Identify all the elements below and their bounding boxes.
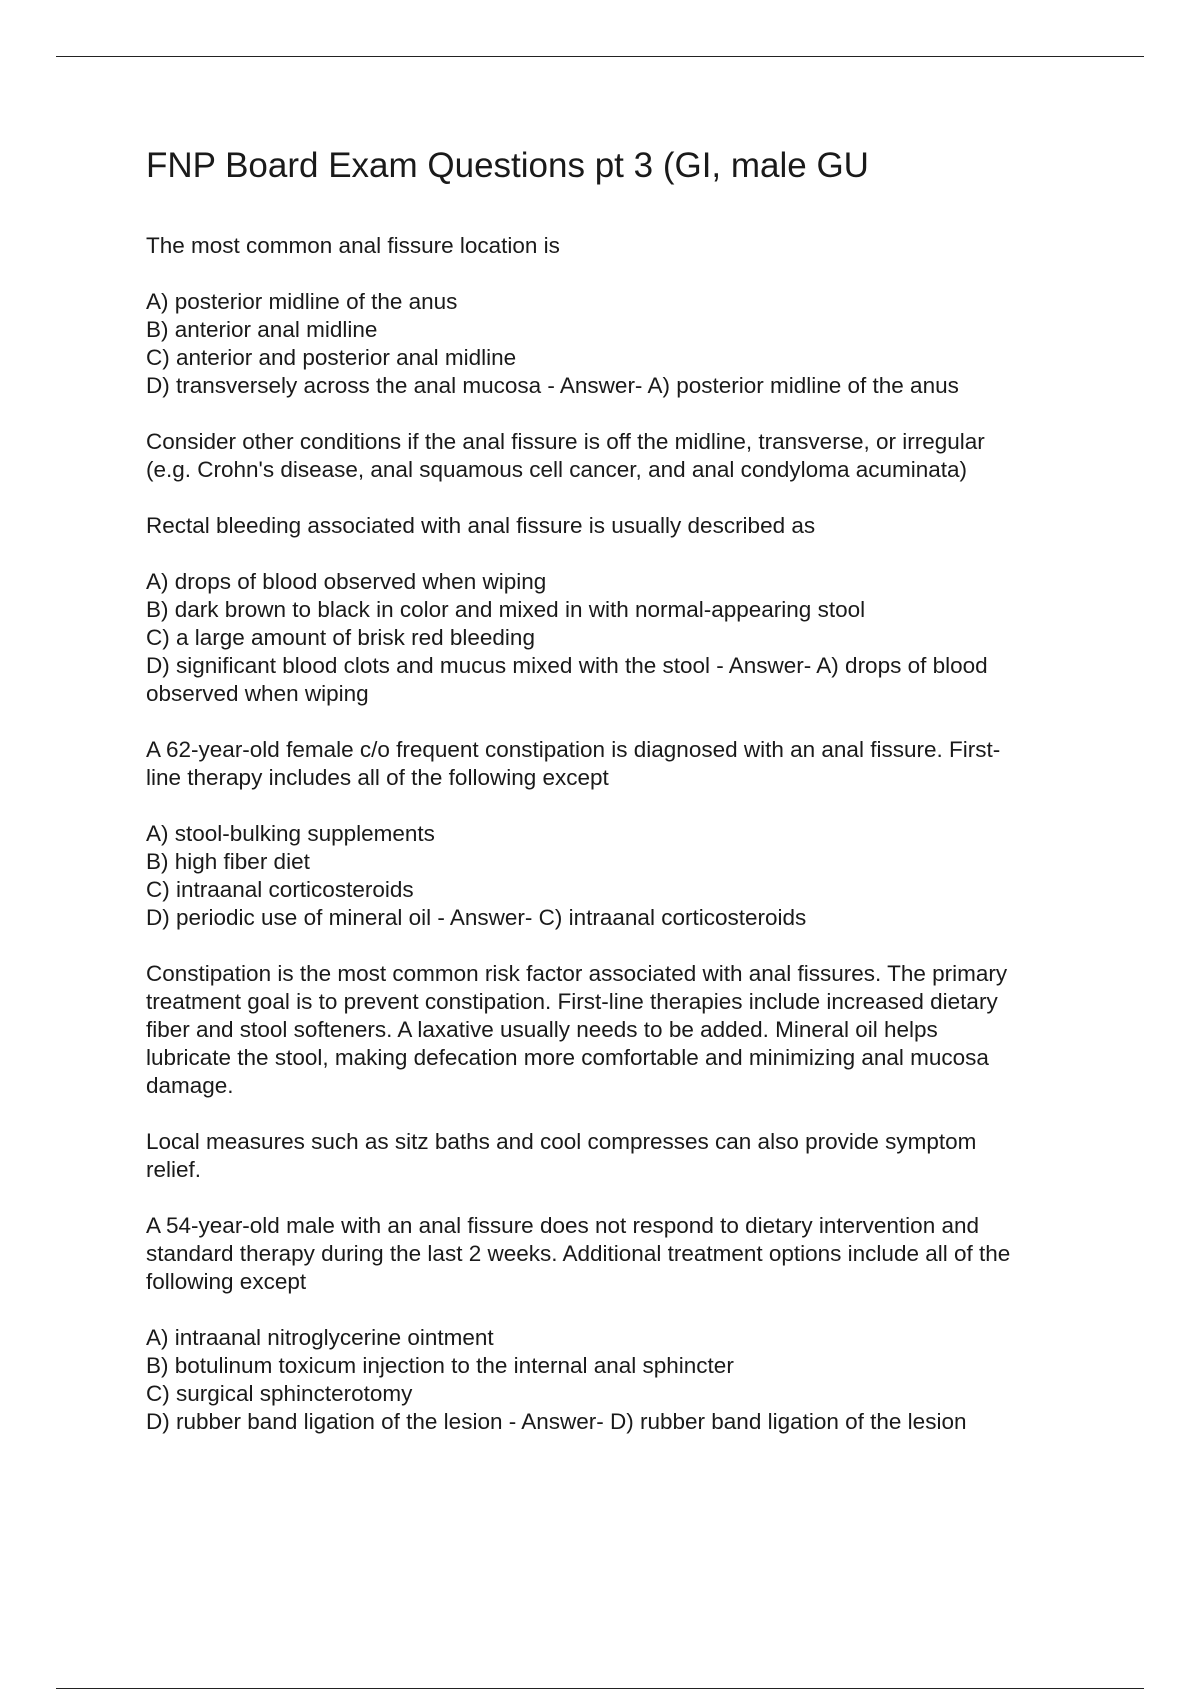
paragraph <box>146 512 1106 540</box>
paragraph <box>146 428 1106 484</box>
text-line: damage. <box>146 1073 234 1098</box>
text-line: A 62-year-old female c/o frequent constipation is diagnosed with an anal fissure. First- <box>146 737 1001 762</box>
text-line: relief. <box>146 1157 202 1182</box>
paragraph <box>146 232 1106 260</box>
text-line: following except <box>146 1269 307 1294</box>
text-line: The most common anal fissure location is <box>146 233 560 258</box>
text-line: C) anterior and posterior anal midline <box>146 345 517 370</box>
text-line: D) periodic use of mineral oil - Answer- C) intraanal corticosteroids <box>146 905 807 930</box>
text-line: line therapy includes all of the following except <box>146 765 609 790</box>
text-line: D) rubber band ligation of the lesion - Answer- D) rubber band ligation of the lesion <box>146 1409 967 1434</box>
text-line: A) drops of blood observed when wiping <box>146 569 547 594</box>
text-line: fiber and stool softeners. A laxative usually needs to be added. Mineral oil helps <box>146 1017 938 1042</box>
text-line: B) high fiber diet <box>146 849 310 874</box>
paragraph <box>146 288 1106 400</box>
paragraph <box>146 1212 1106 1296</box>
document-body <box>146 232 1106 1436</box>
text-line: A 54-year-old male with an anal fissure does not respond to dietary intervention and <box>146 1213 979 1238</box>
document-title: FNP Board Exam Questions pt 3 (GI, male GU <box>146 146 869 185</box>
paragraph <box>146 820 1106 932</box>
text-line: A) stool-bulking supplements <box>146 821 435 846</box>
text-line: Rectal bleeding associated with anal fissure is usually described as <box>146 513 816 538</box>
footer-rule <box>56 1688 1144 1689</box>
text-line: (e.g. Crohn's disease, anal squamous cell cancer, and anal condyloma acuminata) <box>146 457 968 482</box>
text-line: B) dark brown to black in color and mixed in with normal-appearing stool <box>146 597 866 622</box>
text-line: standard therapy during the last 2 weeks. Additional treatment options include all of the <box>146 1241 1011 1266</box>
header-rule <box>56 56 1144 57</box>
paragraph <box>146 736 1106 792</box>
text-line: C) intraanal corticosteroids <box>146 877 414 902</box>
text-line: Consider other conditions if the anal fissure is off the midline, transverse, or irregular <box>146 429 985 454</box>
text-line: D) significant blood clots and mucus mixed with the stool - Answer- A) drops of blood <box>146 653 988 678</box>
text-line: C) a large amount of brisk red bleeding <box>146 625 535 650</box>
text-line: A) intraanal nitroglycerine ointment <box>146 1325 494 1350</box>
text-line: C) surgical sphincterotomy <box>146 1381 413 1406</box>
text-line: lubricate the stool, making defecation more comfortable and minimizing anal mucosa <box>146 1045 989 1070</box>
text-line: A) posterior midline of the anus <box>146 289 458 314</box>
text-line: treatment goal is to prevent constipation. First-line therapies include increased dietary <box>146 989 998 1014</box>
text-line: B) botulinum toxicum injection to the internal anal sphincter <box>146 1353 734 1378</box>
paragraph <box>146 1324 1106 1436</box>
paragraph <box>146 568 1106 708</box>
text-line: B) anterior anal midline <box>146 317 378 342</box>
document-page <box>146 140 1106 1464</box>
text-line: Constipation is the most common risk factor associated with anal fissures. The primary <box>146 961 1008 986</box>
paragraph <box>146 960 1106 1100</box>
paragraph <box>146 1128 1106 1184</box>
text-line: observed when wiping <box>146 681 369 706</box>
text-line: D) transversely across the anal mucosa - Answer- A) posterior midline of the anus <box>146 373 959 398</box>
text-line: Local measures such as sitz baths and cool compresses can also provide symptom <box>146 1129 977 1154</box>
